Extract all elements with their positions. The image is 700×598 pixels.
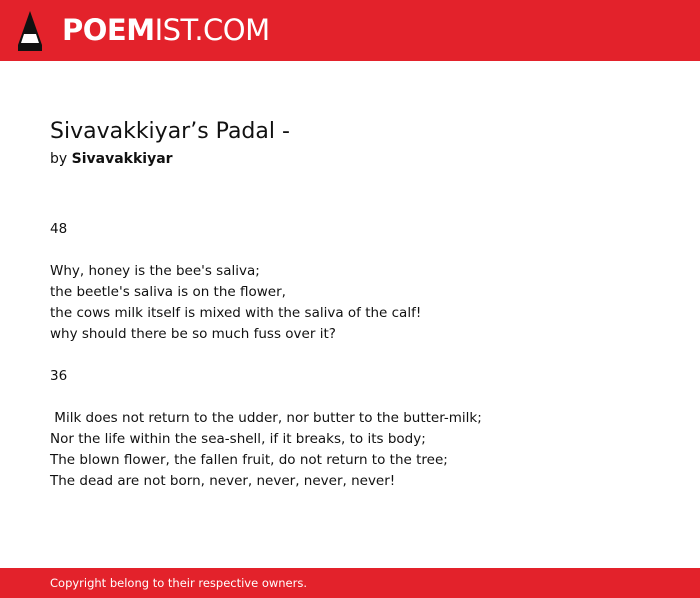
poem-line: The blown flower, the fallen fruit, do not return to the tree; <box>50 452 448 468</box>
poem-line: the beetle's saliva is on the flower, <box>50 284 286 300</box>
logo-bold-text: POEM <box>62 13 155 47</box>
pencil-icon <box>18 11 42 51</box>
poem-line: The dead are not born, never, never, never, never! <box>50 473 396 489</box>
poem-title: Sivavakkiyar’s Padal - <box>50 119 290 144</box>
author-name[interactable]: Sivavakkiyar <box>71 151 173 167</box>
poem-line: Why, honey is the bee's saliva; <box>50 263 260 279</box>
poem-line: the cows milk itself is mixed with the saliva of the calf! <box>50 305 422 321</box>
poem-line: Milk does not return to the udder, nor butter to the butter-milk; <box>50 410 482 426</box>
poem-line: 48 <box>50 221 68 237</box>
site-header <box>0 0 700 61</box>
poem-line: Nor the life within the sea-shell, if it breaks, to its body; <box>50 431 426 447</box>
site-logo[interactable] <box>62 13 270 47</box>
poem-line <box>50 345 670 366</box>
byline <box>50 149 173 169</box>
poem-line: why should there be so much fuss over it? <box>50 326 336 342</box>
poem-body <box>50 219 670 492</box>
copyright-text: Copyright belong to their respective owners. <box>50 576 308 590</box>
by-prefix: by <box>50 151 68 167</box>
poem-line: 36 <box>50 368 68 384</box>
logo-light-text: IST.COM <box>154 13 270 47</box>
site-footer <box>0 568 700 598</box>
poem-line <box>50 240 670 261</box>
poem-line <box>50 387 670 408</box>
